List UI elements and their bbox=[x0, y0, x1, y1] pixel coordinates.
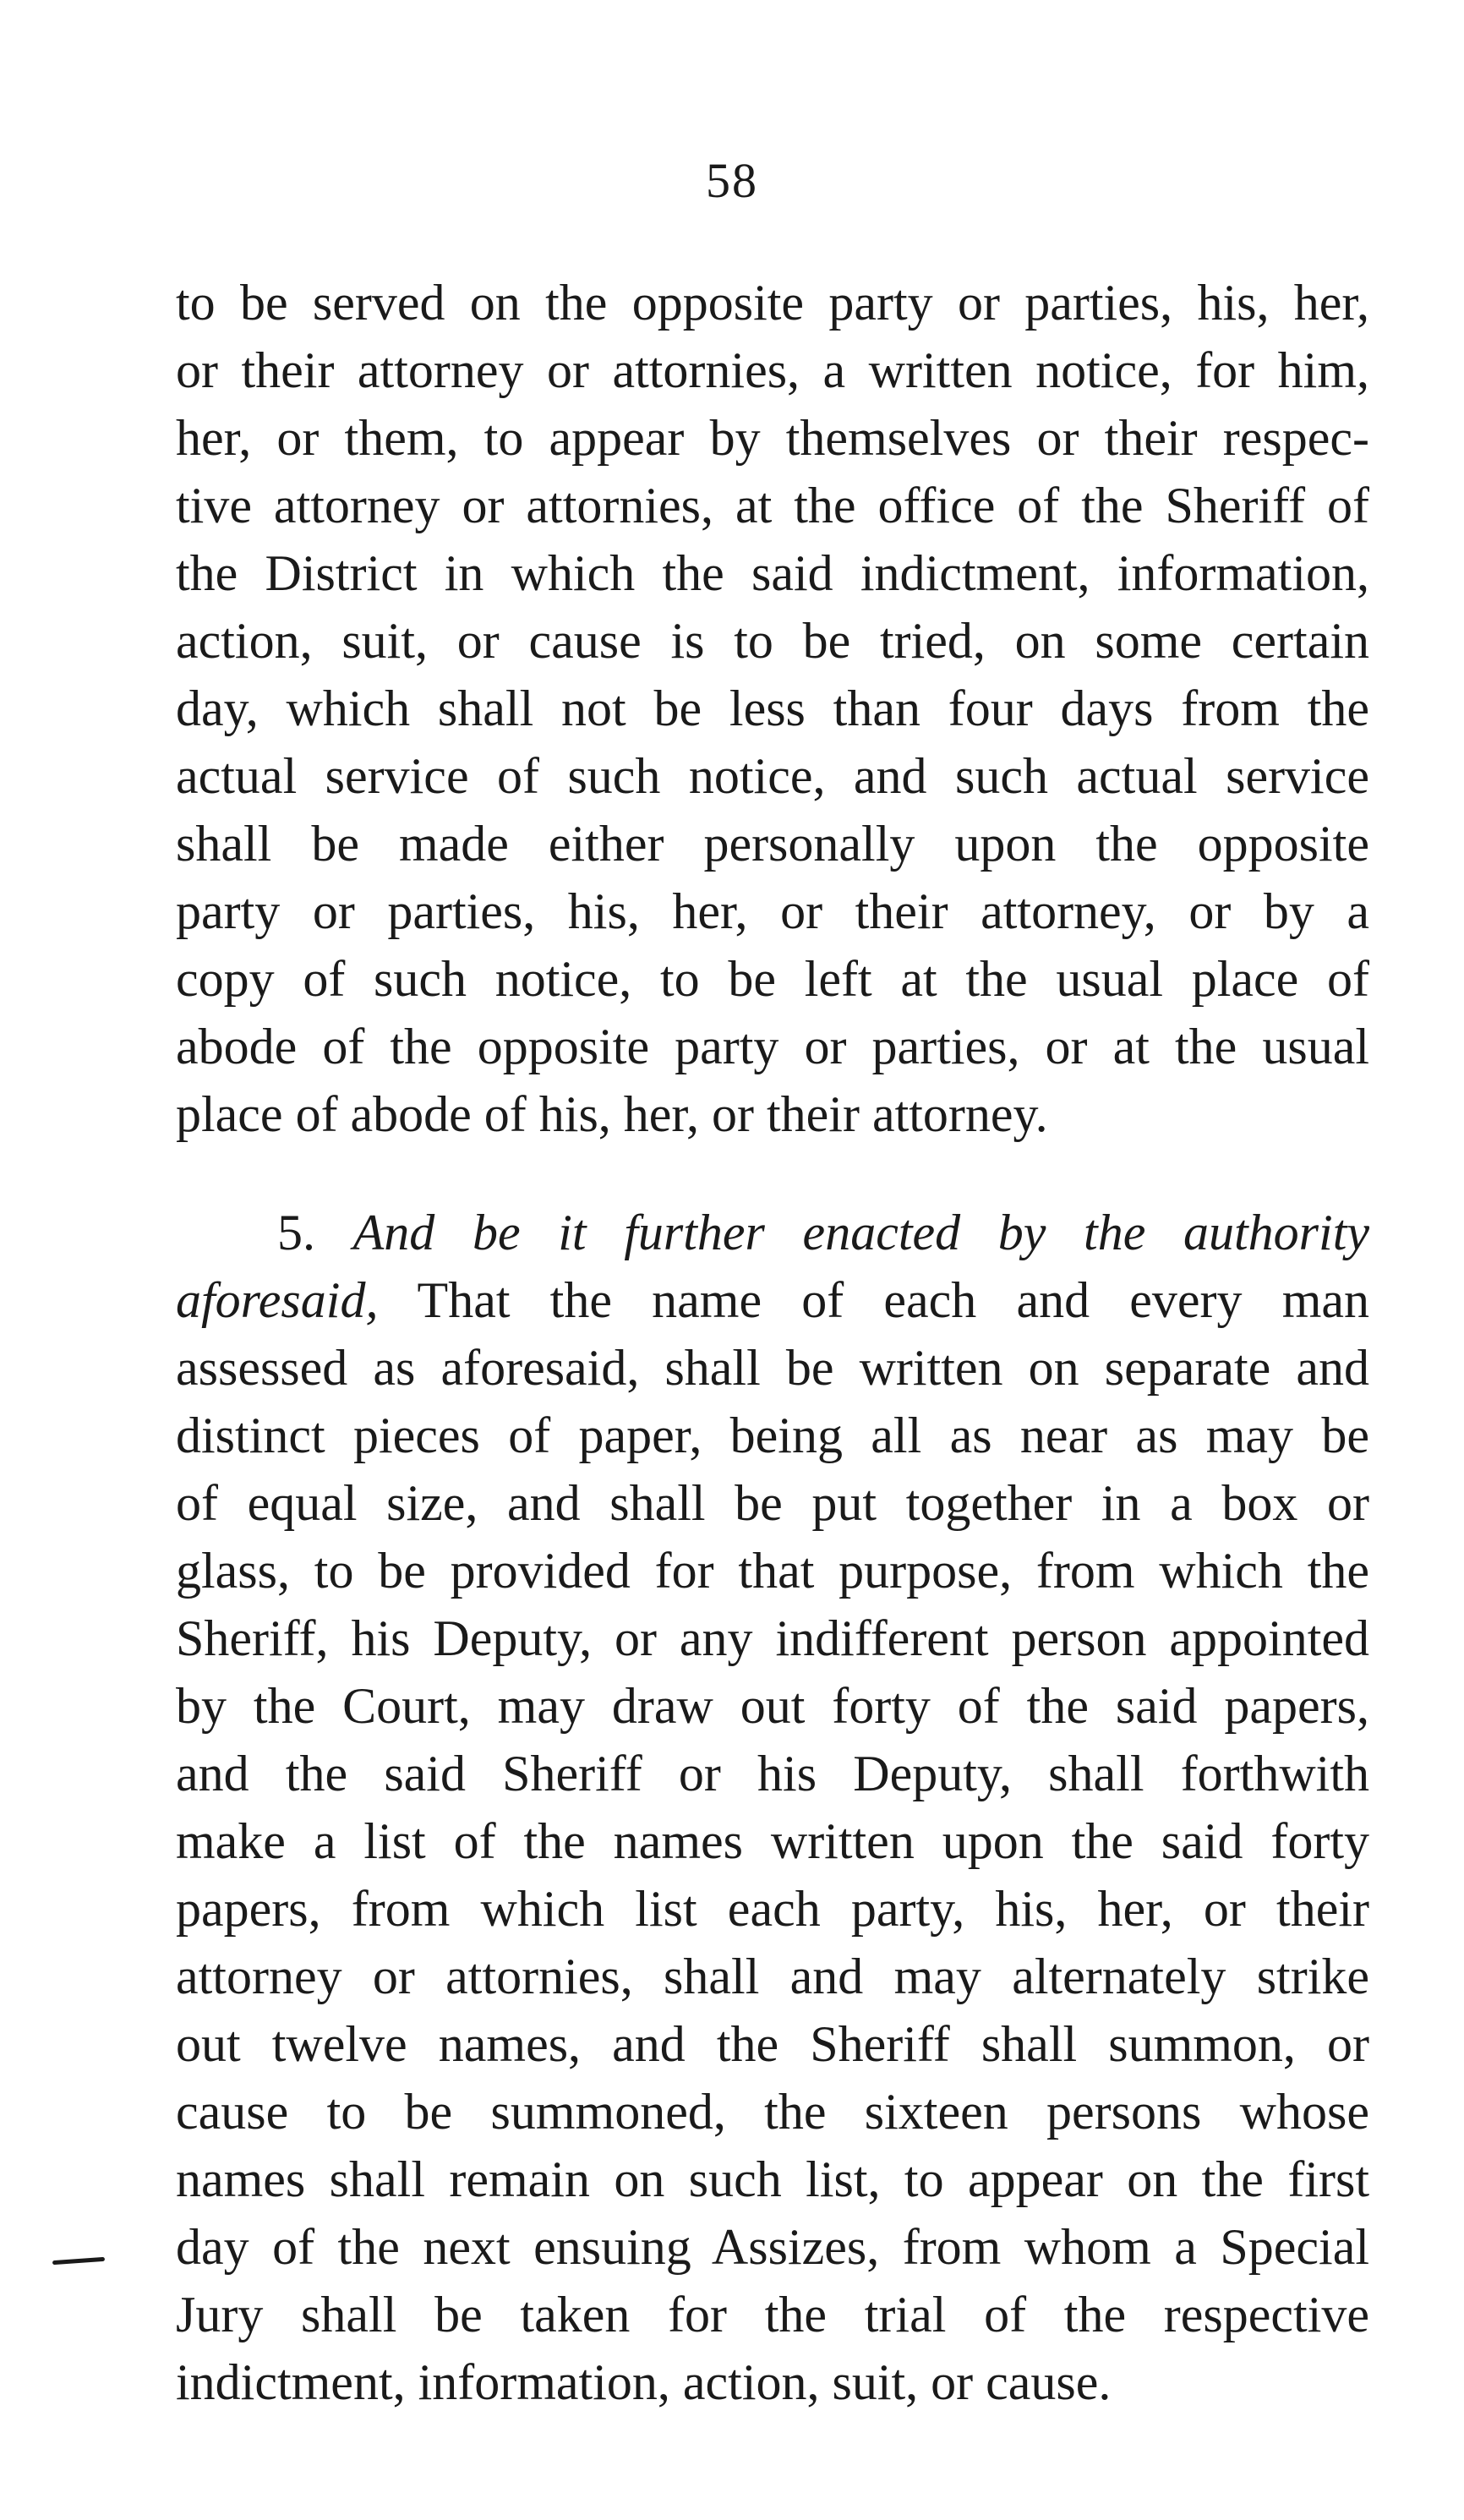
text-line: distinct pieces of paper, being all as near as may be bbox=[176, 1408, 1369, 1463]
text-line: indictment, information, action, suit, or cause. bbox=[176, 2354, 1112, 2410]
text-line: shall be made either personally upon the opposite bbox=[176, 816, 1369, 872]
text-line: of equal size, and shall be put together in a box or bbox=[176, 1475, 1369, 1531]
margin-dash-mark bbox=[52, 2257, 105, 2265]
text-line: names shall remain on such list, to appear on the first bbox=[176, 2151, 1369, 2207]
text-line: her, or them, to appear by themselves or their respec- bbox=[176, 410, 1369, 466]
text-line: day, which shall not be less than four days from the bbox=[176, 681, 1369, 736]
clause-text: That the name of each and every man bbox=[417, 1272, 1369, 1328]
enacting-clause-end: aforesaid, bbox=[176, 1272, 379, 1328]
text-line: party or parties, his, her, or their attorney, or by a bbox=[176, 883, 1369, 939]
text-line bbox=[176, 1266, 1369, 1334]
enacting-clause: And be it further enacted by the authority bbox=[352, 1205, 1369, 1260]
text-line: the District in which the said indictment, information, bbox=[176, 545, 1369, 601]
text-line: and the said Sheriff or his Deputy, shall forthwith bbox=[176, 1746, 1369, 1801]
text-line: abode of the opposite party or parties, or at the usual bbox=[176, 1019, 1369, 1074]
text-line: out twelve names, and the Sheriff shall summon, or bbox=[176, 2016, 1369, 2072]
text-line: cause to be summoned, the sixteen persons whose bbox=[176, 2084, 1369, 2140]
text-line: day of the next ensuing Assizes, from whom a Special bbox=[176, 2219, 1369, 2275]
text-line: Sheriff, his Deputy, or any indifferent person appointed bbox=[176, 1610, 1369, 1666]
text-line: to be served on the opposite party or parties, his, her, bbox=[176, 275, 1369, 331]
text-line: papers, from which list each party, his, her, or their bbox=[176, 1881, 1369, 1937]
text-line: copy of such notice, to be left at the usual place of bbox=[176, 951, 1369, 1007]
text-line: by the Court, may draw out forty of the said papers, bbox=[176, 1678, 1369, 1734]
page-number: 58 bbox=[706, 153, 758, 208]
enacting-clause-line bbox=[277, 1199, 1369, 1266]
text-line: tive attorney or attornies, at the office of the Sheriff of bbox=[176, 478, 1369, 533]
text-line: make a list of the names written upon the said forty bbox=[176, 1813, 1369, 1869]
text-line: place of abode of his, her, or their attorney. bbox=[176, 1086, 1048, 1142]
text-line: attorney or attornies, shall and may alternately strike bbox=[176, 1949, 1369, 2004]
text-line: action, suit, or cause is to be tried, on some certain bbox=[176, 613, 1369, 669]
text-line: Jury shall be taken for the trial of the respective bbox=[176, 2287, 1369, 2342]
text-line: assessed as aforesaid, shall be written on separate and bbox=[176, 1340, 1369, 1396]
text-line: glass, to be provided for that purpose, from which the bbox=[176, 1543, 1369, 1599]
text-line: actual service of such notice, and such actual service bbox=[176, 748, 1369, 804]
section-number: 5. bbox=[277, 1205, 315, 1260]
text-line: or their attorney or attornies, a written notice, for him, bbox=[176, 342, 1369, 398]
